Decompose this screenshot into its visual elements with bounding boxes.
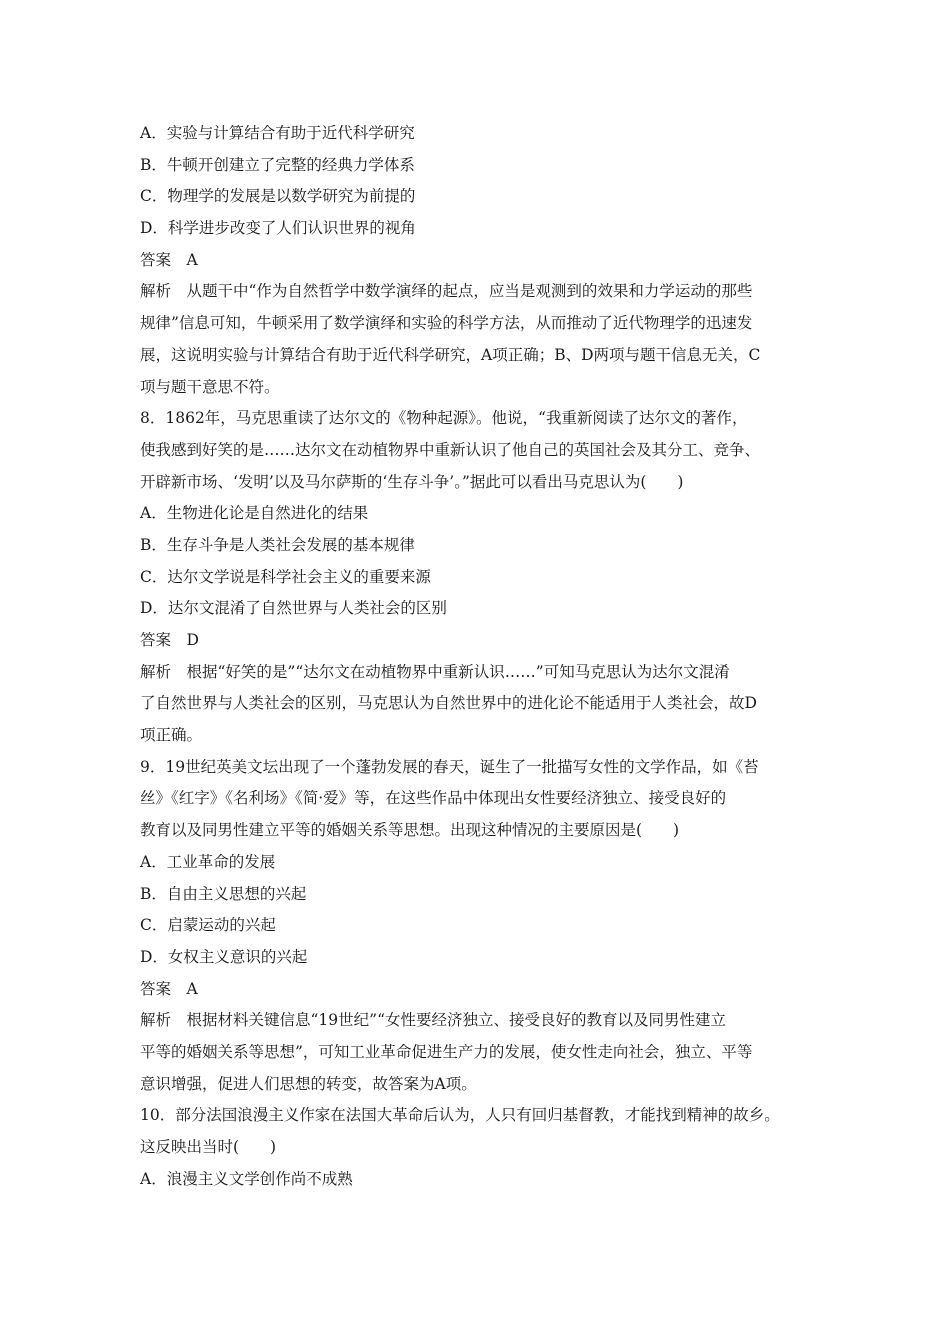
question-10-line-2: 这反映出当时( ): [140, 1138, 277, 1156]
option-c-q9: C．启蒙运动的兴起: [140, 916, 276, 935]
option-c-q8: C．达尔文学说是科学社会主义的重要来源: [140, 567, 431, 586]
answer-q8: 答案 D: [140, 631, 199, 649]
question-9-line-3: 教育以及同男性建立平等的婚姻关系等思想。出现这种情况的主要原因是( ): [140, 821, 680, 840]
option-c-q7: C．物理学的发展是以数学研究为前提的: [140, 187, 416, 206]
option-a-q7: A．实验与计算结合有助于近代科学研究: [140, 124, 415, 142]
option-a-q8: A．生物进化论是自然进化的结果: [140, 504, 369, 523]
analysis-q7-line-4: 项与题干意思不符。: [140, 377, 280, 396]
analysis-q9-line-3: 意识增强，促进人们思想的转变，故答案为A项。: [140, 1074, 477, 1093]
analysis-q7-line-1: 解析 从题干中“作为自然哲学中数学演绎的起点，应当是观测到的效果和力学运动的那些: [140, 282, 753, 301]
analysis-q7-line-2: 规律”信息可知，牛顿采用了数学演绎和实验的科学方法，从而推动了近代物理学的迅速发: [140, 314, 753, 333]
option-b-q9: B．自由主义思想的兴起: [140, 884, 307, 903]
question-8-line-3: 开辟新市场、‘发明’以及马尔萨斯的‘生存斗争’。”据此可以看出马克思认为( ): [140, 472, 684, 491]
analysis-q8-line-3: 项正确。: [140, 726, 203, 745]
option-a-q10: A．浪漫主义文学创作尚不成熟: [140, 1169, 353, 1188]
analysis-q7-line-3: 展，这说明实验与计算结合有助于近代科学研究，A项正确；B、D两项与题干信息无关，C: [140, 345, 761, 364]
answer-q7: 答案 A: [140, 250, 198, 269]
option-d-q7: D．科学进步改变了人们认识世界的视角: [140, 219, 416, 238]
answer-q9: 答案 A: [140, 979, 198, 998]
analysis-q9-line-1: 解析 根据材料关键信息“19世纪”“女性要经济独立、接受良好的教育以及同男性建立: [140, 1011, 726, 1030]
option-d-q9: D．女权主义意识的兴起: [140, 947, 308, 966]
question-8-line-1: 8．1862年，马克思重读了达尔文的《物种起源》。他说，“我重新阅读了达尔文的著作，: [140, 409, 748, 428]
document-page: [140, 118, 820, 1195]
question-8-line-2: 使我感到好笑的是……达尔文在动植物界中重新认识了他自己的英国社会及其分工、竞争、: [140, 440, 761, 459]
question-9-line-1: 9．19世纪英美文坛出现了一个蓬勃发展的春天，诞生了一批描写女性的文学作品，如《苔: [140, 757, 759, 776]
option-d-q8: D．达尔文混淆了自然世界与人类社会的区别: [140, 599, 447, 618]
option-b-q8: B．生存斗争是人类社会发展的基本规律: [140, 535, 415, 554]
question-9-line-2: 丝》《红字》《名利场》《简·爱》等，在这些作品中体现出女性要经济独立、接受良好的: [140, 789, 727, 808]
analysis-q8-line-2: 了自然世界与人类社会的区别，马克思认为自然世界中的进化论不能适用于人类社会，故D: [140, 694, 757, 713]
option-a-q9: A．工业革命的发展: [140, 852, 276, 871]
analysis-q9-line-2: 平等的婚姻关系等思想”，可知工业革命促进生产力的发展，使女性走向社会，独立、平等: [140, 1042, 753, 1061]
analysis-q8-line-1: 解析 根据“好笑的是”“达尔文在动植物界中重新认识……”可知马克思认为达尔文混淆: [140, 662, 730, 681]
option-b-q7: B．牛顿开创建立了完整的经典力学体系: [140, 155, 415, 174]
question-10-line-1: 10．部分法国浪漫主义作家在法国大革命后认为，人只有回归基督教，才能找到精神的故乡。: [140, 1106, 780, 1125]
